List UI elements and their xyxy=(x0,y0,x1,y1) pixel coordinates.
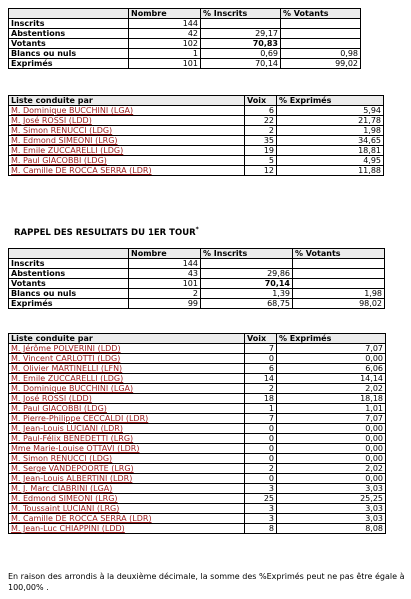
percent-cell: 18,18 xyxy=(277,394,386,404)
votes-cell: 0 xyxy=(245,434,277,444)
percent-cell: 0,00 xyxy=(277,354,386,364)
table-row xyxy=(9,29,361,39)
candidate-link[interactable]: M. Camille DE ROCCA SERRA (LDR) xyxy=(11,166,152,175)
value-cell: 98,02 xyxy=(293,299,385,309)
candidate-row xyxy=(9,444,386,454)
percent-cell: 3,03 xyxy=(277,514,386,524)
candidate-row xyxy=(9,434,386,444)
value-cell: 29,86 xyxy=(201,269,293,279)
table-row xyxy=(9,49,361,59)
row-label: Votants xyxy=(9,279,129,289)
candidate-row xyxy=(9,404,386,414)
value-cell: 42 xyxy=(129,29,201,39)
candidate-link[interactable]: M. Edmond SIMEONI (LRG) xyxy=(11,136,118,145)
candidate-row xyxy=(9,494,386,504)
candidate-row xyxy=(9,524,386,534)
candidate-cell xyxy=(9,474,245,484)
row-label: Abstentions xyxy=(9,269,129,279)
votes-cell: 0 xyxy=(245,444,277,454)
candidate-link[interactable]: M. Serge VANDEPOORTE (LRG) xyxy=(11,464,134,473)
votes-cell: 0 xyxy=(245,454,277,464)
value-cell xyxy=(201,19,281,29)
percent-cell: 3,03 xyxy=(277,504,386,514)
candidate-link[interactable]: M. Paul GIACOBBI (LDG) xyxy=(11,156,107,165)
value-cell: 68,75 xyxy=(201,299,293,309)
row-label: Votants xyxy=(9,39,129,49)
value-cell: 1,39 xyxy=(201,289,293,299)
value-cell: 70,14 xyxy=(201,279,293,289)
value-cell xyxy=(293,259,385,269)
rounding-footnote: En raison des arrondis à la deuxième décimale, la somme des %Exprimés peut ne pas être égale à 100,00% . xyxy=(8,572,405,592)
table-header-row xyxy=(9,9,361,19)
candidate-row xyxy=(9,364,386,374)
candidate-link[interactable]: M. Emile ZUCCARELLI (LDG) xyxy=(11,146,124,155)
value-cell: 2 xyxy=(129,289,201,299)
header-cell: % Exprimés xyxy=(277,96,384,106)
candidate-row xyxy=(9,504,386,514)
votes-cell: 3 xyxy=(245,504,277,514)
candidate-row xyxy=(9,146,384,156)
votes-cell: 7 xyxy=(245,414,277,424)
candidate-cell xyxy=(9,444,245,454)
candidate-cell xyxy=(9,414,245,424)
candidate-cell xyxy=(9,126,245,136)
value-cell: 70,14 xyxy=(201,59,281,69)
votes-cell: 5 xyxy=(245,156,277,166)
candidate-cell xyxy=(9,384,245,394)
header-cell: Liste conduite par xyxy=(9,96,245,106)
candidate-row xyxy=(9,136,384,146)
value-cell: 144 xyxy=(129,259,201,269)
votes-cell: 25 xyxy=(245,494,277,504)
candidate-link[interactable]: M. Emile ZUCCARELLI (LDG) xyxy=(11,374,124,383)
percent-cell: 0,00 xyxy=(277,424,386,434)
candidate-row xyxy=(9,394,386,404)
votes-cell: 6 xyxy=(245,364,277,374)
candidate-link[interactable]: M. Jérôme POLVERINI (LDD) xyxy=(11,344,121,353)
candidate-cell xyxy=(9,156,245,166)
votes-cell: 7 xyxy=(245,344,277,354)
percent-cell: 14,14 xyxy=(277,374,386,384)
candidate-cell xyxy=(9,484,245,494)
candidate-row xyxy=(9,474,386,484)
value-cell: 99,02 xyxy=(281,59,361,69)
votes-cell: 22 xyxy=(245,116,277,126)
candidate-link[interactable]: M. J. Marc CIABRINI (LGA) xyxy=(11,484,113,493)
percent-cell: 2,02 xyxy=(277,384,386,394)
value-cell: 0,69 xyxy=(201,49,281,59)
candidate-cell xyxy=(9,464,245,474)
candidate-link[interactable]: M. Jean-Louis LUCIANI (LDR) xyxy=(11,424,123,433)
table-row xyxy=(9,19,361,29)
percent-cell: 7,07 xyxy=(277,344,386,354)
votes-cell: 1 xyxy=(245,404,277,414)
value-cell xyxy=(201,259,293,269)
candidate-row xyxy=(9,344,386,354)
votes-cell: 0 xyxy=(245,354,277,364)
title-footnote-mark: * xyxy=(195,226,199,233)
candidate-cell xyxy=(9,404,245,414)
candidate-cell xyxy=(9,354,245,364)
candidate-link[interactable]: M. Jean-Luc CHIAPPINI (LDD) xyxy=(11,524,125,533)
candidate-link[interactable]: M. Vincent CARLOTTI (LDG) xyxy=(11,354,121,363)
percent-cell: 0,00 xyxy=(277,474,386,484)
candidate-row xyxy=(9,156,384,166)
percent-cell: 18,81 xyxy=(277,146,384,156)
candidate-cell xyxy=(9,524,245,534)
header-cell: % Exprimés xyxy=(277,334,386,344)
candidate-row xyxy=(9,106,384,116)
candidate-row xyxy=(9,454,386,464)
candidate-cell xyxy=(9,364,245,374)
percent-cell: 5,94 xyxy=(277,106,384,116)
candidate-link[interactable]: M. Dominique BUCCHINI (LGA) xyxy=(11,106,134,115)
table-row xyxy=(9,59,361,69)
percent-cell: 0,00 xyxy=(277,434,386,444)
table-row xyxy=(9,289,385,299)
table-row xyxy=(9,39,361,49)
candidate-cell xyxy=(9,136,245,146)
header-cell xyxy=(9,9,129,19)
votes-cell: 2 xyxy=(245,126,277,136)
candidate-row xyxy=(9,414,386,424)
candidate-cell xyxy=(9,424,245,434)
header-cell: % Inscrits xyxy=(201,9,281,19)
candidate-cell xyxy=(9,394,245,404)
value-cell: 1 xyxy=(129,49,201,59)
candidate-cell xyxy=(9,166,245,176)
candidate-cell xyxy=(9,494,245,504)
value-cell xyxy=(281,29,361,39)
candidate-link[interactable]: M. Pierre-Philippe CECCALDI (LDR) xyxy=(11,414,149,423)
candidate-row xyxy=(9,384,386,394)
votes-cell: 3 xyxy=(245,484,277,494)
row-label: Inscrits xyxy=(9,259,129,269)
candidate-row xyxy=(9,484,386,494)
percent-cell: 2,02 xyxy=(277,464,386,474)
table-row xyxy=(9,279,385,289)
header-cell: Nombre xyxy=(129,9,201,19)
candidate-cell xyxy=(9,454,245,464)
votes-cell: 3 xyxy=(245,514,277,524)
row-label: Abstentions xyxy=(9,29,129,39)
candidate-link[interactable]: M. Olivier MARTINELLI (LFN) xyxy=(11,364,123,373)
header-cell: % Inscrits xyxy=(201,249,293,259)
votes-cell: 2 xyxy=(245,464,277,474)
value-cell xyxy=(281,39,361,49)
row-label: Exprimés xyxy=(9,59,129,69)
candidate-row xyxy=(9,424,386,434)
percent-cell: 8,08 xyxy=(277,524,386,534)
candidate-row xyxy=(9,354,386,364)
candidate-cell xyxy=(9,434,245,444)
candidate-link[interactable]: M. José ROSSI (LDD) xyxy=(11,116,92,125)
candidate-link[interactable]: M. Simon RENUCCI (LDG) xyxy=(11,454,113,463)
value-cell xyxy=(281,19,361,29)
value-cell xyxy=(293,279,385,289)
candidate-cell xyxy=(9,116,245,126)
recap-turnout-table xyxy=(8,248,385,309)
votes-cell: 2 xyxy=(245,384,277,394)
header-cell: Voix xyxy=(245,96,277,106)
table-row xyxy=(9,259,385,269)
table-row xyxy=(9,299,385,309)
percent-cell: 1,98 xyxy=(277,126,384,136)
candidate-row xyxy=(9,464,386,474)
percent-cell: 7,07 xyxy=(277,414,386,424)
candidate-row xyxy=(9,374,386,384)
percent-cell: 11,88 xyxy=(277,166,384,176)
table-header-row xyxy=(9,334,386,344)
percent-cell: 1,01 xyxy=(277,404,386,414)
table-header-row xyxy=(9,249,385,259)
value-cell: 1,98 xyxy=(293,289,385,299)
candidate-row xyxy=(9,126,384,136)
value-cell: 0,98 xyxy=(281,49,361,59)
percent-cell: 0,00 xyxy=(277,444,386,454)
votes-cell: 35 xyxy=(245,136,277,146)
value-cell: 101 xyxy=(129,279,201,289)
header-cell: Voix xyxy=(245,334,277,344)
header-cell: % Votants xyxy=(293,249,385,259)
value-cell: 144 xyxy=(129,19,201,29)
candidate-link[interactable]: M. Dominique BUCCHINI (LGA) xyxy=(11,384,134,393)
value-cell: 99 xyxy=(129,299,201,309)
row-label: Inscrits xyxy=(9,19,129,29)
candidate-link[interactable]: M. Edmond SIMEONI (LRG) xyxy=(11,494,118,503)
first-results-candidates-table xyxy=(8,95,384,176)
percent-cell: 4,95 xyxy=(277,156,384,166)
first-round-turnout-table xyxy=(8,8,361,69)
header-cell xyxy=(9,249,129,259)
percent-cell: 3,03 xyxy=(277,484,386,494)
header-cell: % Votants xyxy=(281,9,361,19)
header-cell: Nombre xyxy=(129,249,201,259)
candidate-row xyxy=(9,514,386,524)
header-cell: Liste conduite par xyxy=(9,334,245,344)
candidate-row xyxy=(9,166,384,176)
candidate-link[interactable]: M. Simon RENUCCI (LDG) xyxy=(11,126,113,135)
votes-cell: 19 xyxy=(245,146,277,156)
votes-cell: 0 xyxy=(245,474,277,484)
candidate-link[interactable]: M. Toussaint LUCIANI (LRG) xyxy=(11,504,120,513)
value-cell: 43 xyxy=(129,269,201,279)
candidate-cell xyxy=(9,106,245,116)
candidate-link[interactable]: M. Paul GIACOBBI (LDG) xyxy=(11,404,107,413)
recap-candidates-table xyxy=(8,333,386,534)
first-round-recap-title xyxy=(14,226,199,238)
candidate-cell xyxy=(9,514,245,524)
value-cell: 70,83 xyxy=(201,39,281,49)
row-label: Blancs ou nuls xyxy=(9,289,129,299)
value-cell: 29,17 xyxy=(201,29,281,39)
candidate-cell xyxy=(9,344,245,354)
votes-cell: 0 xyxy=(245,424,277,434)
value-cell: 101 xyxy=(129,59,201,69)
row-label: Exprimés xyxy=(9,299,129,309)
votes-cell: 6 xyxy=(245,106,277,116)
votes-cell: 18 xyxy=(245,394,277,404)
value-cell: 102 xyxy=(129,39,201,49)
candidate-cell xyxy=(9,146,245,156)
candidate-link[interactable]: M. José ROSSI (LDD) xyxy=(11,394,92,403)
candidate-link[interactable]: M. Jean-Louis ALBERTINI (LDR) xyxy=(11,474,133,483)
candidate-cell xyxy=(9,374,245,384)
candidate-link[interactable]: M. Camille DE ROCCA SERRA (LDR) xyxy=(11,514,152,523)
percent-cell: 34,65 xyxy=(277,136,384,146)
percent-cell: 21,78 xyxy=(277,116,384,126)
title-text: RAPPEL DES RESULTATS DU 1ER TOUR xyxy=(14,227,196,238)
table-row xyxy=(9,269,385,279)
candidate-cell xyxy=(9,504,245,514)
table-header-row xyxy=(9,96,384,106)
percent-cell: 25,25 xyxy=(277,494,386,504)
votes-cell: 14 xyxy=(245,374,277,384)
candidate-link[interactable]: M. Paul-Félix BENEDETTI (LRG) xyxy=(11,434,134,443)
row-label: Blancs ou nuls xyxy=(9,49,129,59)
candidate-link[interactable]: Mme Marie-Louise OTTAVI (LDR) xyxy=(11,444,140,453)
candidate-row xyxy=(9,116,384,126)
votes-cell: 8 xyxy=(245,524,277,534)
percent-cell: 0,00 xyxy=(277,454,386,464)
percent-cell: 6,06 xyxy=(277,364,386,374)
value-cell xyxy=(293,269,385,279)
votes-cell: 12 xyxy=(245,166,277,176)
